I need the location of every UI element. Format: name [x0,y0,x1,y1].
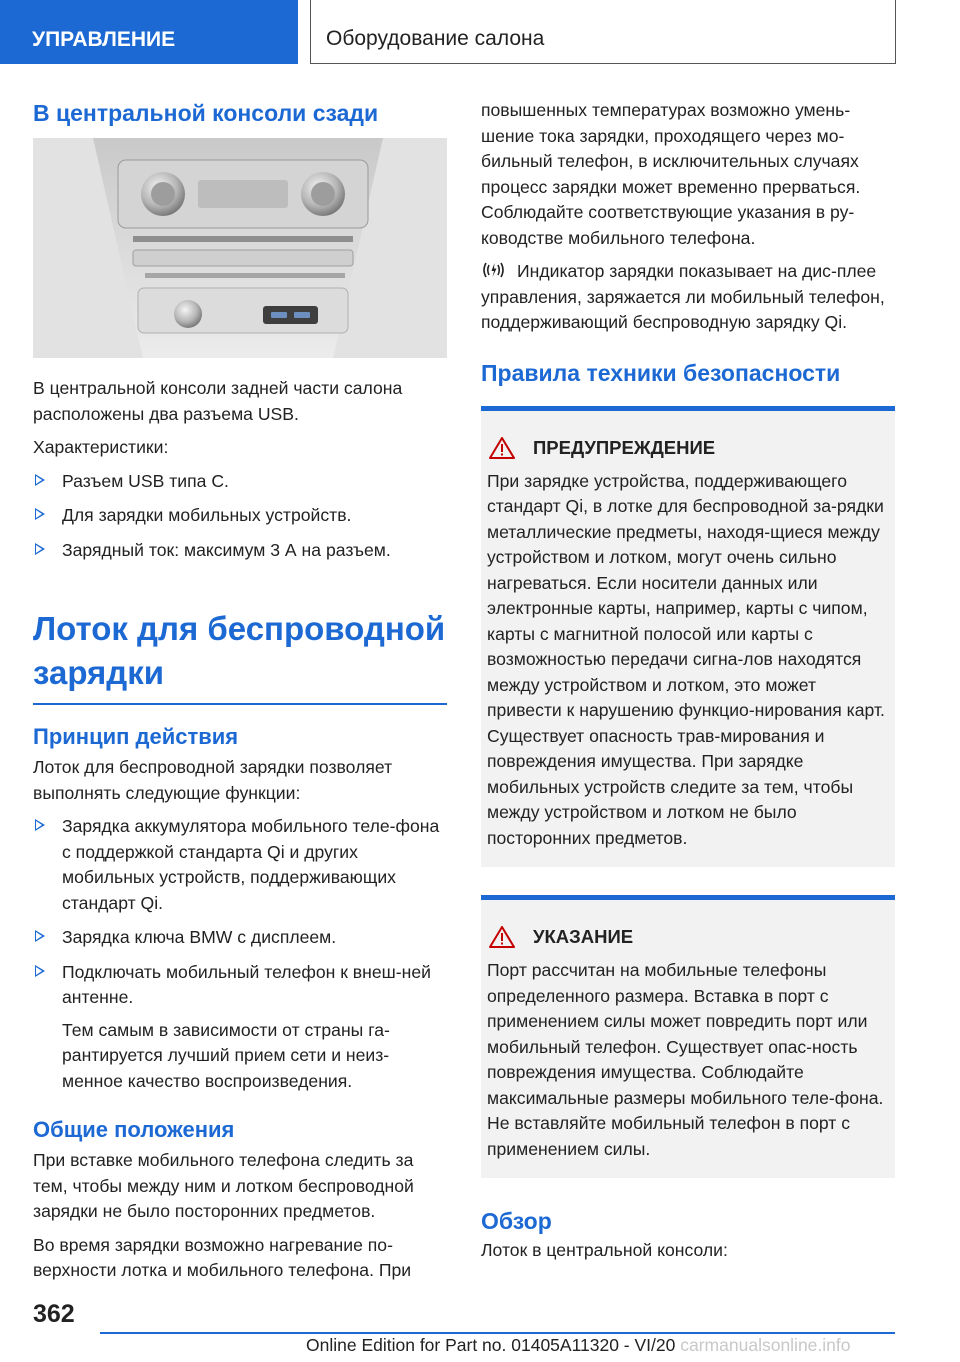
characteristics-list [33,469,447,564]
notice-title-row [487,926,889,948]
left-column [33,98,447,1292]
list-item [33,469,447,495]
header-right-divider [895,0,896,64]
rear-console-photo [33,138,447,358]
list-item [33,960,447,1011]
topic-title: Оборудование салона [326,27,545,50]
warning-text: При зарядке устройства, поддерживающего стандарт Qi, в лотке для беспроводной за-рядки металлические предметы, находя-щиеся между устройством и лотком, могут очень сильно нагреваться. Если носители данных или электронные карты, например, карты с чипом, карты с магнитной полосой или карты с возможностью передачи сигна-лов находятся между устройством и лотком, это может привести к нарушению функцио-нирования карт. Существует опасность трав-мирования и повреждения имущества. При зарядке мобильных устройств следите за тем, чтобы между устройством и лотком не было посторонних предметов. [487,470,885,848]
right-column [481,98,895,1272]
footer-rule [100,1332,895,1334]
rear-console-text: В центральной консоли задней части салона расположены два разъема USB. [33,378,403,424]
indicator-text: Индикатор зарядки показывает на дис-плее управления, заряжается ли мобильный телефон, поддерживающий беспроводную зарядку Qi. [481,261,885,332]
overview-title: Обзор [481,1208,552,1234]
triangle-bullet-icon [35,543,45,555]
list-item-text: Зарядка аккумулятора мобильного теле-фона с поддержкой стандарта Qi и других мобильных устройств, поддерживающих стандарт Qi. [62,816,440,913]
general-paragraph-1: При вставке мобильного телефона следить за тем, чтобы между ним и лотком беспроводной зарядки не было посторонних предметов. [33,1150,414,1221]
notice-title: УКАЗАНИЕ [533,926,634,947]
list-item [33,925,447,951]
indicator-text-block [481,259,895,336]
wireless-charging-title: Лоток для беспроводной зарядки [33,610,446,691]
list-item-text: Подключать мобильный телефон к внеш-ней антенне. [62,961,431,1007]
triangle-bullet-icon [35,930,45,942]
safety-title: Правила техники безопасности [481,359,841,386]
list-item-text: Зарядка ключа BMW с дисплеем. [62,927,337,947]
rear-console-title: В центральной консоли сзади [33,100,379,126]
list-item [33,503,447,529]
list-item-text: Разъем USB типа C. [62,470,229,491]
section-tab: УПРАВЛЕНИЕ [0,0,298,64]
wireless-charging-icon [481,260,509,280]
triangle-bullet-icon [35,508,45,520]
principle-title: Принцип действия [33,724,239,749]
edition-text: Online Edition for Part no. 01405A11320 - VI/20 [306,1335,676,1355]
warning-box [481,406,895,868]
general-paragraph-2: Во время зарядки возможно нагревание по-верхности лотка и мобильного телефона. При [33,1234,412,1280]
notice-text: Порт рассчитан на мобильные телефоны определенного размера. Вставка в порт с применением силы может повредить порт или мобильный телефон. Существует опас-ность повреждения имущества. Соблюдайте максимальные размеры мобильного теле-фона. Не вставляйте мобильный телефон в порт с применением силы. [487,960,884,1159]
watermark: carmanualsonline.info [680,1335,851,1355]
overview-text: Лоток в центральной консоли: [481,1240,728,1260]
characteristics-label: Характеристики: [33,437,169,457]
warning-title: ПРЕДУПРЕЖДЕНИЕ [533,436,716,458]
list-item [33,538,447,564]
list-item [33,814,447,916]
page-header [0,0,960,66]
list-item-text: Зарядный ток: максимум 3 А на разъем. [62,539,391,560]
list-item-text: Для зарядки мобильных устройств. [62,505,352,525]
antenna-note: Тем самым в зависимости от страны га-рантируется лучший прием сети и неиз-менное качество воспроизведения. [62,1019,390,1091]
triangle-bullet-icon [35,474,45,486]
principle-text: Лоток для беспроводной зарядки позволяет выполнять следующие функции: [33,757,393,803]
triangle-bullet-icon [35,819,45,831]
title-rule [33,703,447,705]
warning-title-row [487,437,889,459]
page-number: 362 [33,1300,75,1328]
warning-triangle-icon [489,437,515,459]
header-divider [310,0,311,64]
notice-triangle-icon [489,926,515,948]
notice-box [481,895,895,1178]
principle-list [33,814,447,1011]
header-underline [310,63,896,64]
edition-line [306,1335,851,1356]
triangle-bullet-icon [35,965,45,977]
continued-text: повышенных температурах возможно умень-шение тока зарядки, проходящего через мо-бильный телефон, в исключительных случаях процесс зарядки может временно прерваться. Соблюдайте соответствующие указания в ру-ководстве мобильного телефона. [481,100,861,248]
general-title: Общие положения [33,1117,235,1142]
